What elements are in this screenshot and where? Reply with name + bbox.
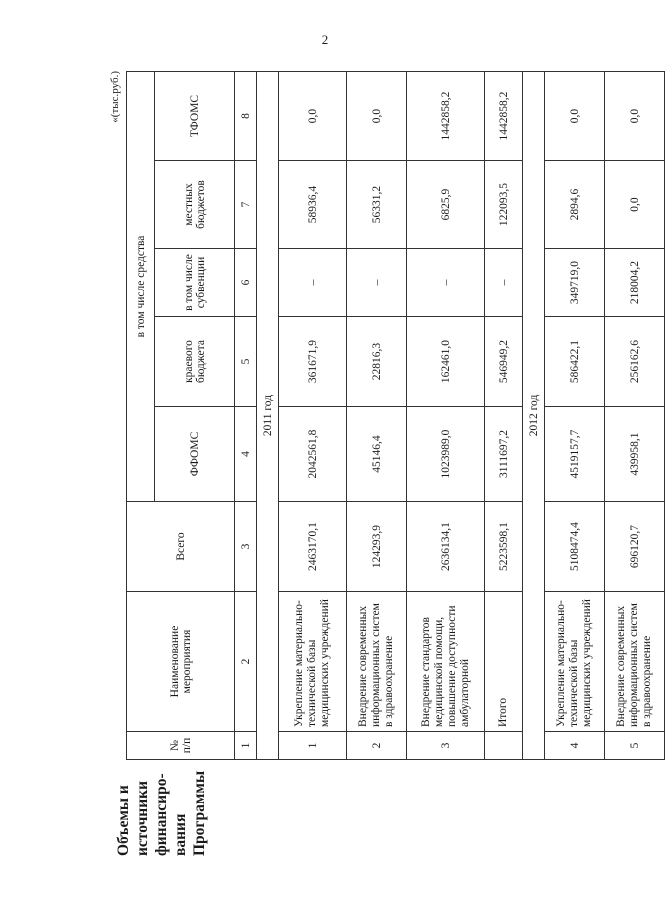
cell-name: Укрепление материально-технической базы медицинских учреждений	[279, 592, 347, 732]
cell-ffoms: 4519157,7	[545, 407, 605, 502]
cell-n	[485, 732, 523, 760]
cell-local: 2894,6	[545, 161, 605, 249]
cell-subv: –	[347, 249, 407, 317]
cell-regional: 256162,6	[605, 317, 665, 407]
column-number: 5	[235, 317, 257, 407]
cell-total: 5223598,1	[485, 502, 523, 592]
cell-n: 2	[347, 732, 407, 760]
year-label: 2011 год	[257, 71, 279, 759]
cell-subv: –	[407, 249, 485, 317]
cell-name: Итого	[485, 592, 523, 732]
rotated-page-content	[109, 63, 653, 858]
cell-total: 2636134,1	[407, 502, 485, 592]
cell-n: 3	[407, 732, 485, 760]
header-subventions: в том числе субвенции	[155, 249, 235, 317]
cell-subv: 349719,0	[545, 249, 605, 317]
table-row	[347, 71, 407, 759]
cell-regional: 162461,0	[407, 317, 485, 407]
column-number: 3	[235, 502, 257, 592]
cell-subv: 218004,2	[605, 249, 665, 317]
cell-ffoms: 45146,4	[347, 407, 407, 502]
cell-local: 56331,2	[347, 161, 407, 249]
cell-subv: –	[279, 249, 347, 317]
year-row	[257, 71, 279, 759]
column-number: 7	[235, 161, 257, 249]
cell-regional: 546949,2	[485, 317, 523, 407]
cell-total: 5108474,4	[545, 502, 605, 592]
cell-name: Внедрение современных информационных систем в здравоохранение	[347, 592, 407, 732]
cell-tfoms: 0,0	[545, 71, 605, 160]
column-numbers-row	[235, 71, 257, 759]
header-name: Наименование мероприятия	[127, 592, 235, 732]
units-note: «(тыс.руб.)	[109, 71, 121, 123]
column-number: 8	[235, 71, 257, 160]
cell-regional: 361671,9	[279, 317, 347, 407]
table-body	[235, 71, 665, 759]
cell-n: 5	[605, 732, 665, 760]
cell-total: 2463170,1	[279, 502, 347, 592]
cell-name: Внедрение стандартов медицинской помощи, повышение доступности амбулаторной	[407, 592, 485, 732]
cell-ffoms: 439958,1	[605, 407, 665, 502]
table-row	[279, 71, 347, 759]
column-number: 1	[235, 732, 257, 760]
cell-local: 6825,9	[407, 161, 485, 249]
cell-ffoms: 2042561,8	[279, 407, 347, 502]
cell-regional: 586422,1	[545, 317, 605, 407]
header-including: в том числе средства	[127, 71, 155, 501]
header-regional: краевого бюджета	[155, 317, 235, 407]
table-row	[545, 71, 605, 759]
cell-total: 696120,7	[605, 502, 665, 592]
financing-table	[126, 71, 665, 760]
cell-ffoms: 1023989,0	[407, 407, 485, 502]
header-ffoms: ФФОМС	[155, 407, 235, 502]
cell-tfoms: 0,0	[279, 71, 347, 160]
header-num: № п/п	[127, 732, 235, 760]
cell-total: 124293,9	[347, 502, 407, 592]
table-row	[407, 71, 485, 759]
cell-local: 58936,4	[279, 161, 347, 249]
cell-tfoms: 0,0	[347, 71, 407, 160]
header-tfoms: ТФОМС	[155, 71, 235, 160]
cell-n: 4	[545, 732, 605, 760]
table-row	[485, 71, 523, 759]
header-local: местных бюджетов	[155, 161, 235, 249]
year-label: 2012 год	[523, 71, 545, 759]
cell-local: 0,0	[605, 161, 665, 249]
cell-name: Внедрение современных информационных систем в здравоохранение	[605, 592, 665, 732]
column-number: 6	[235, 249, 257, 317]
cell-tfoms: 1442858,2	[407, 71, 485, 160]
cell-ffoms: 3111697,2	[485, 407, 523, 502]
table-row	[605, 71, 665, 759]
cell-local: 122093,5	[485, 161, 523, 249]
cell-regional: 22816,3	[347, 317, 407, 407]
column-number: 4	[235, 407, 257, 502]
cell-n: 1	[279, 732, 347, 760]
cell-name: Укрепление материально-технической базы медицинских учреждений	[545, 592, 605, 732]
year-row	[523, 71, 545, 759]
column-number: 2	[235, 592, 257, 732]
cell-subv: –	[485, 249, 523, 317]
section-label: Объемы и источники финансиро-вания Программы	[115, 770, 208, 856]
header-total: Всего	[127, 502, 235, 592]
page-number: 2	[321, 32, 329, 47]
cell-tfoms: 1442858,2	[485, 71, 523, 160]
cell-tfoms: 0,0	[605, 71, 665, 160]
